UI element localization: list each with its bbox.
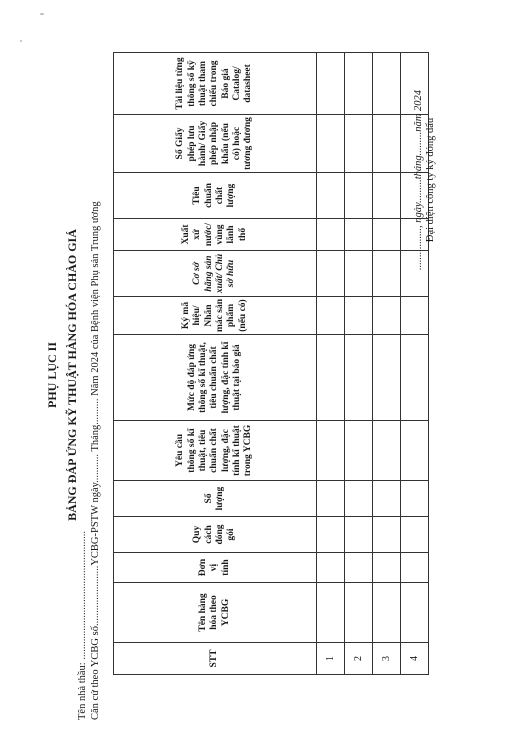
table-cell	[373, 251, 401, 297]
table-header-row	[114, 53, 317, 675]
header-item-name: Tên hàng hóa theo YCBG	[114, 583, 317, 643]
table-cell	[317, 115, 345, 173]
header-reference-docs: Tài liệu từng thông số kỹ thuật tham chiếu trong Báo giá Catalog/ datasheet	[114, 53, 317, 115]
cell-stt: 2	[345, 643, 373, 675]
table-cell	[317, 219, 345, 251]
table-cell	[401, 421, 429, 481]
table-cell	[373, 335, 401, 421]
header-model-code: Ký mã hiệu/ Nhãn mác sản phẩm (nếu có)	[114, 297, 317, 335]
table-cell	[345, 335, 373, 421]
scan-speck	[40, 13, 44, 15]
header-quantity: Số lượng	[114, 481, 317, 517]
table-cell	[317, 251, 345, 297]
table-cell	[317, 553, 345, 583]
table-cell	[345, 517, 373, 553]
table-row	[345, 53, 373, 675]
table-cell	[345, 115, 373, 173]
table-cell	[345, 583, 373, 643]
cell-stt: 3	[373, 643, 401, 675]
signature-title: Đại diện công ty ký đóng dấu	[425, 117, 436, 243]
table-cell	[317, 173, 345, 219]
table-cell	[401, 583, 429, 643]
table-cell	[401, 553, 429, 583]
table-row	[373, 53, 401, 675]
header-packaging: Quy cách đóng gói	[114, 517, 317, 553]
header-manufacturer: Cơ sở hãng sản xuất/ Chủ sở hữu	[114, 251, 317, 297]
table-cell	[373, 297, 401, 335]
annex-title: PHỤ LỤC II	[45, 342, 59, 409]
table-cell	[317, 297, 345, 335]
table-cell	[373, 583, 401, 643]
header-tech-requirements: Yêu cầu thông số kĩ thuật, tiêu chuẩn chất lượng, đặc tính kĩ thuật trong YCBG	[114, 421, 317, 481]
header-quality-standard: Tiêu chuẩn chất lượng	[114, 173, 317, 219]
table-cell	[401, 517, 429, 553]
header-compliance-level: Mức độ đáp ứng thông số kĩ thuật, tiêu chuẩn chất lượng, đặc tính kĩ thuật tại báo giá	[114, 335, 317, 421]
table-cell	[373, 53, 401, 115]
table-cell	[317, 335, 345, 421]
scan-speck	[20, 40, 22, 42]
table-cell	[345, 251, 373, 297]
table-cell	[345, 297, 373, 335]
table-cell	[373, 481, 401, 517]
table-cell	[373, 421, 401, 481]
header-unit: Đơn vị tính	[114, 553, 317, 583]
table-cell	[373, 115, 401, 173]
table-title: BẢNG ĐÁP ỨNG KỸ THUẬT HÀNG HÓA CHÀO GIÁ	[65, 229, 79, 521]
table-cell	[317, 421, 345, 481]
table-cell	[373, 219, 401, 251]
cell-stt: 4	[401, 643, 429, 675]
table-cell	[373, 553, 401, 583]
signature-date-line: ................, ngày.........tháng.........năm 2024	[413, 90, 424, 270]
table-cell	[401, 481, 429, 517]
table-cell	[317, 583, 345, 643]
table-cell	[345, 421, 373, 481]
header-license-number: Số Giấy phép lưu hành/ Giấy phép nhập khẩu (nếu có) hoặc tương đương	[114, 115, 317, 173]
technical-response-table	[113, 52, 429, 675]
table-cell	[401, 335, 429, 421]
supplier-line: Tên nhà thầu: .................................................	[77, 531, 88, 720]
table-cell	[317, 53, 345, 115]
header-stt: STT	[114, 643, 317, 675]
table-cell	[373, 173, 401, 219]
table-cell	[345, 53, 373, 115]
table-row	[317, 53, 345, 675]
table-cell	[345, 481, 373, 517]
header-origin: Xuất xứ nước/ vùng lãnh thổ	[114, 219, 317, 251]
table-cell	[317, 481, 345, 517]
table-cell	[345, 219, 373, 251]
reference-line: Căn cứ theo YCBG số.......................YCBG-PSTW ngày........... Tháng.......... Năm 2024 của Bệnh viện Phụ sản Trung ương	[90, 201, 101, 720]
table-cell	[373, 517, 401, 553]
table-cell	[317, 517, 345, 553]
table-cell	[345, 553, 373, 583]
cell-stt: 1	[317, 643, 345, 675]
table-cell	[345, 173, 373, 219]
